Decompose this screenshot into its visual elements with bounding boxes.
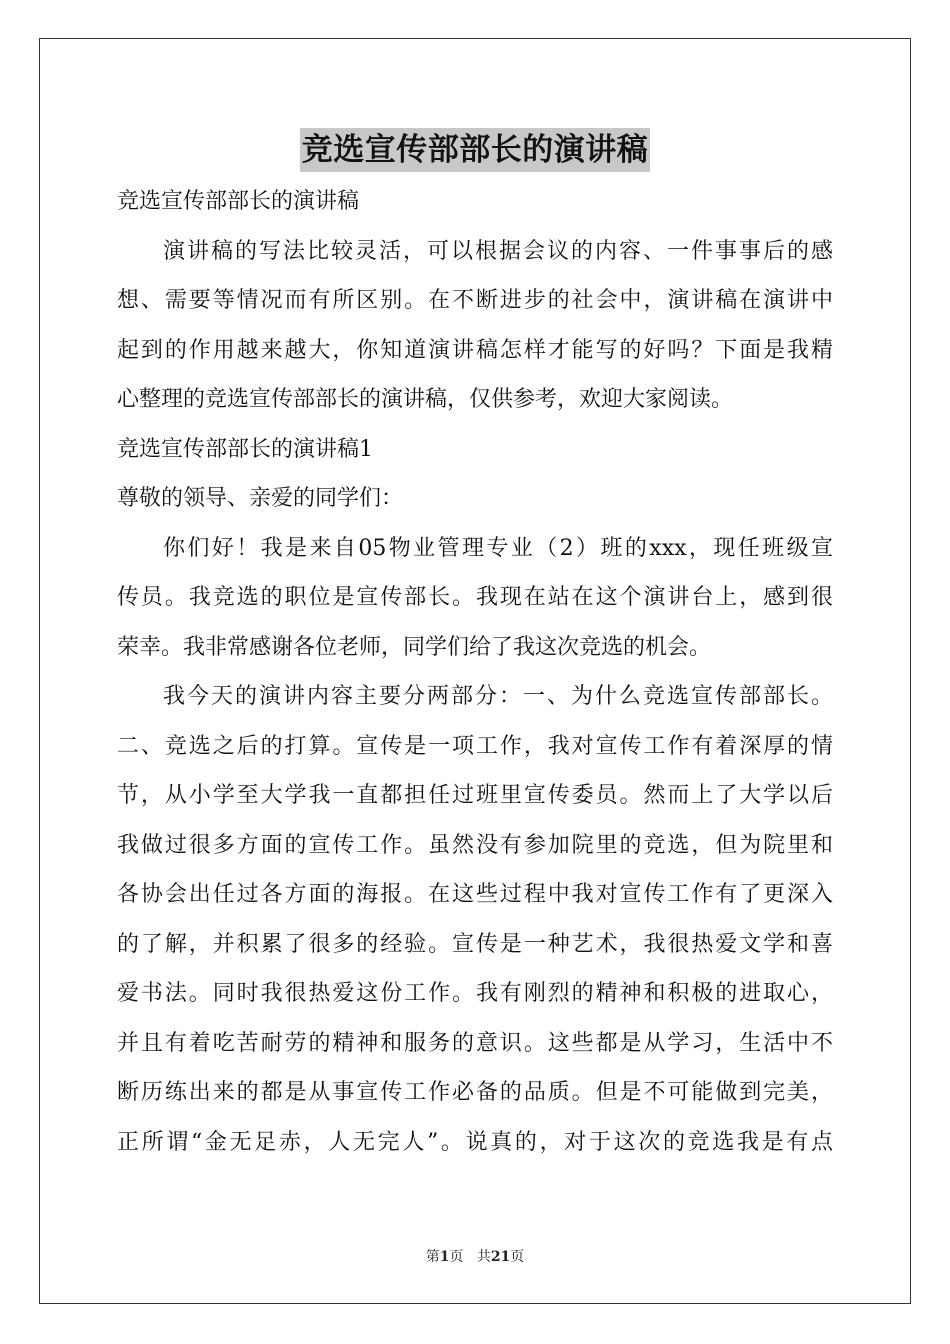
body-line: 断历练出来的都是从事宣传工作必备的品质。但是不可能做到完美，: [117, 1080, 833, 1105]
total-suffix: 页: [510, 1249, 525, 1265]
page-suffix: 页: [449, 1249, 464, 1265]
body-line: 心整理的竞选宣传部部长的演讲稿，仅供参考，欢迎大家阅读。: [117, 387, 734, 412]
document-title: 竞选宣传部部长的演讲稿: [300, 128, 651, 172]
salutation: 尊敬的领导、亲爱的同学们：: [117, 486, 404, 511]
page-prefix: 第: [425, 1249, 440, 1265]
body-line: 传员。我竞选的职位是宣传部长。我现在站在这个演讲台上，感到很: [117, 585, 833, 610]
body-line: 节，从小学至大学我一直都担任过班里宣传委员。然而上了大学以后: [117, 783, 833, 808]
body-line-subtitle: 竞选宣传部部长的演讲稿: [117, 189, 360, 214]
body-line: 爱书法。同时我很热爱这份工作。我有刚烈的精神和积极的进取心，: [117, 981, 833, 1006]
document-body: [117, 177, 833, 1167]
body-line: 演讲稿的写法比较灵活，可以根据会议的内容、一件事事后的感: [163, 238, 833, 264]
total-pages: 21: [490, 1249, 511, 1265]
document-title-wrap: [0, 128, 950, 172]
body-line: 正所谓“金无足赤，人无完人”。说真的，对于这次的竞选我是有点: [117, 1129, 833, 1155]
page-footer: [0, 1246, 950, 1266]
body-line: 各协会出任过各方面的海报。在这些过程中我对宣传工作有了更深入: [117, 882, 833, 907]
body-line: 的了解，并积累了很多的经验。宣传是一种艺术，我很热爱文学和喜: [117, 931, 833, 957]
body-line: 我今天的演讲内容主要分两部分：一、为什么竞选宣传部部长。: [163, 684, 833, 709]
section-heading: 竞选宣传部部长的演讲稿1: [117, 436, 373, 462]
body-line: 并且有着吃苦耐劳的精神和服务的意识。这些都是从学习，生活中不: [117, 1030, 833, 1056]
body-line: 我做过很多方面的宣传工作。虽然没有参加院里的竞选，但为院里和: [117, 832, 833, 858]
page-number: 1: [439, 1249, 450, 1265]
body-line: 二、竞选之后的打算。宣传是一项工作，我对宣传工作有着深厚的情: [117, 733, 833, 759]
body-line: 起到的作用越来越大，你知道演讲稿怎样才能写的好吗？下面是我精: [117, 337, 833, 363]
body-line: 你们好！我是来自05物业管理专业（2）班的xxx，现任班级宣: [163, 535, 833, 561]
total-prefix: 共: [476, 1249, 491, 1265]
body-line: 想、需要等情况而有所区别。在不断进步的社会中，演讲稿在演讲中: [117, 288, 833, 313]
body-line: 荣幸。我非常感谢各位老师，同学们给了我这次竞选的机会。: [117, 634, 712, 660]
